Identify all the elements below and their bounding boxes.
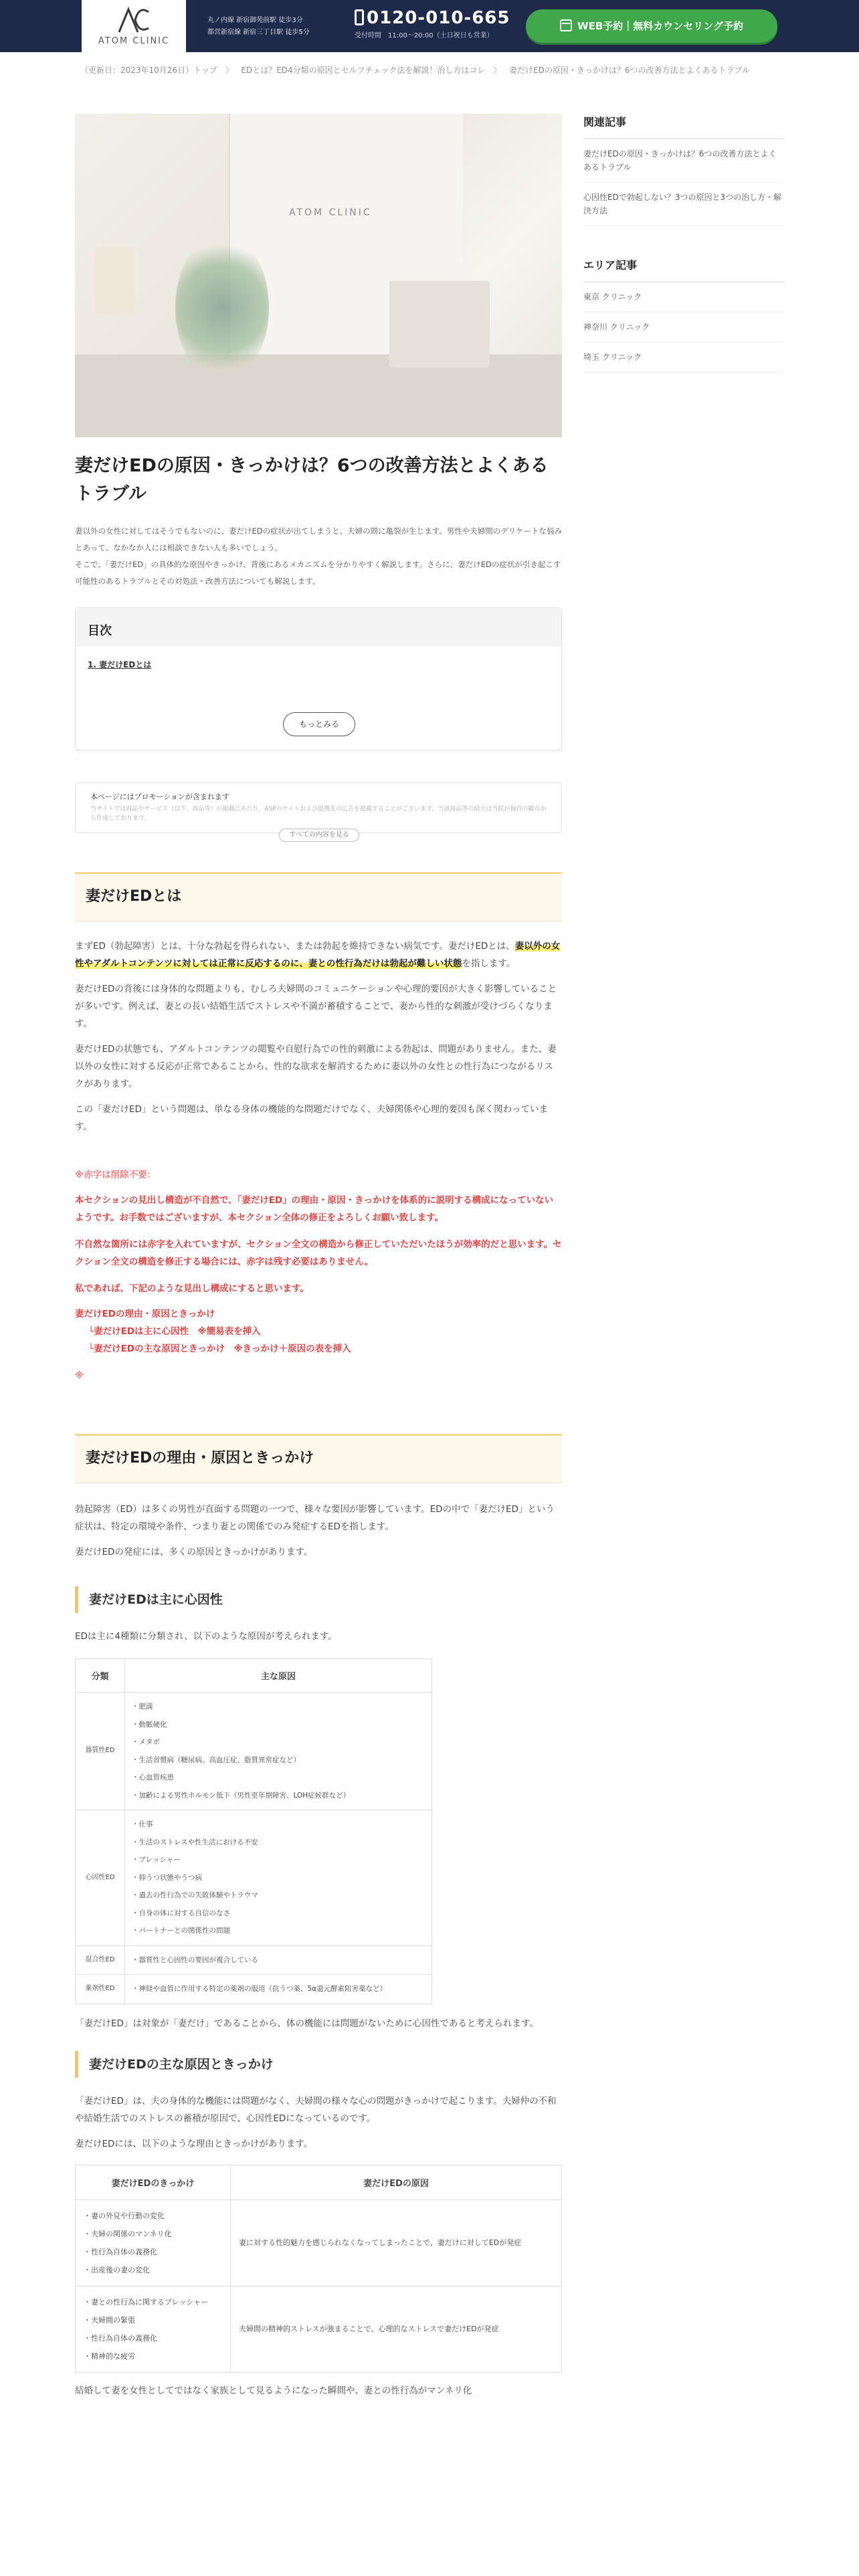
cause-item: ・プレッシャー [132, 1856, 181, 1864]
web-reservation-label: WEB予約｜無料カウンセリング予約 [577, 20, 743, 32]
trigger-item: ・妻との性行為に関するプレッシャー [84, 2297, 209, 2306]
cause-item: ・パートナーとの関係性の問題 [132, 1927, 230, 1935]
cause-cell: 夫婦間の精神的ストレスが強まることで、心理的なストレスで妻だけEDが発症 [231, 2286, 562, 2372]
cause-list-cell [125, 1810, 432, 1946]
cause-list-cell [125, 1975, 432, 2004]
cause-item: ・器質性と心因性の要因が複合している [132, 1955, 258, 1964]
tel-hours: 受付時間 11:00〜20:00（土日祝日も営業） [355, 32, 494, 39]
sidebar-area-heading: エリア記事 [583, 257, 784, 282]
breadcrumb-sep-icon: 〉 [225, 66, 233, 75]
cause-item: ・生活のストレスや性生活における不安 [132, 1838, 258, 1846]
intro-paragraph: そこで、「妻だけED」の具体的な原因やきっかけ、背後にあるメカニズムを分かりやすく解説します。さらに、妻だけEDの症状が引き起こす可能性のあるトラブルとその対処法・改善方法についても解説します。 [75, 560, 561, 586]
toc-more-button[interactable]: もっとみる [283, 712, 355, 736]
text: まずED（勃起障害）とは、十分な勃起を得られない、または勃起を維持できない病気です。妻だけEDとは、 [75, 941, 515, 952]
hero-logo-text: ATOM CLINIC [289, 207, 372, 218]
section-heading-what-is: 妻だけEDとは [75, 872, 562, 922]
triggers-causes-table-body [76, 2199, 562, 2372]
cause-item: ・抑うつ状態やうつ病 [132, 1873, 202, 1882]
trigger-item: ・妻の外見や行動の変化 [84, 2211, 165, 2220]
table-row [76, 1975, 432, 2004]
ed-types-table [75, 1658, 432, 2004]
cause-item: ・過去の性行為での失敗体験やトラウマ [132, 1891, 258, 1899]
tel-block[interactable] [355, 8, 510, 39]
sidebar-related-heading: 関連記事 [583, 114, 784, 139]
text: を指します。 [462, 958, 516, 969]
cause-item: ・動脈硬化 [132, 1720, 167, 1729]
breadcrumb-sep-icon: 〉 [493, 66, 502, 75]
table-row [76, 1693, 432, 1810]
paragraph [75, 938, 562, 972]
section-heading-wrap [75, 1434, 562, 1483]
highlight-text: 妻以外の女性やアダルトコンテンツに対しては正常に反応するのに、妻との性行為だけは勃起が難しい状態 [75, 941, 561, 969]
table-header-cell: 妻だけEDのきっかけ [76, 2165, 231, 2199]
table-header-cell: 分類 [76, 1659, 125, 1693]
intro-paragraph: 妻以外の女性に対してはそうでもないのに、妻だけEDの症状が出てしまうと、夫婦の間に亀裂が生じます。男性や夫婦間のデリケートな悩みとあって、なかなか人には相談できない人も多いでしょう。 [75, 526, 562, 552]
hero-lamp [95, 247, 135, 314]
sidebar-related-link[interactable]: 心因性EDで勃起しない？3つの原因と3つの治し方・解決方法 [583, 183, 784, 226]
table-row [76, 1810, 432, 1946]
ed-type-cell: 心因性ED [76, 1810, 125, 1946]
sidebar-area-link-saitama[interactable]: 埼玉 クリニック [583, 342, 784, 372]
editor-note-label: ※赤字は削除不要： [75, 1170, 157, 1180]
trigger-item: ・夫婦間の緊張 [84, 2315, 135, 2325]
intro [75, 523, 562, 590]
trigger-list-cell [76, 2286, 231, 2372]
table-header-row [76, 1659, 432, 1693]
page-title: 妻だけEDの原因・きっかけは？6つの改善方法とよくあるトラブル [75, 455, 549, 504]
section-heading-wrap [75, 872, 562, 922]
cause-item: ・神経や血管に作用する特定の薬剤の服用（抗うつ薬、5α還元酵素阻害薬など） [132, 1985, 387, 1993]
trigger-item: ・精神的な疲労 [84, 2351, 135, 2361]
hero-reception-counter [389, 281, 490, 368]
sidebar-area-link-tokyo[interactable]: 東京 クリニック [583, 282, 784, 312]
cause-item: ・肥満 [132, 1703, 153, 1711]
site-header [0, 0, 859, 52]
editor-note-line: 不自然な箇所には赤字を入れていますが、セクション全文の構造から修正していただいたほうが効率的だと思います。セクション全文の構造を修正する場合には、赤字は残す必要はありません。 [75, 1239, 562, 1267]
logo-mark-icon [116, 7, 151, 33]
editor-outline-item: └妻だけEDは主に心因性 ※簡易表を挿入 [88, 1326, 261, 1337]
paragraph: 「妻だけED」は対象が「妻だけ」であることから、体の機能には問題がないために心因性であると考えられます。 [75, 2018, 539, 2029]
paragraph: 結婚して妻を女性としてではなく家族として見るようになった瞬間や、妻との性行為がマンネリ化 [75, 2385, 472, 2396]
section-heading-causes: 妻だけEDの理由・原因ときっかけ [75, 1434, 562, 1483]
paragraph: 妻だけEDの状態でも、アダルトコンテンツの閲覧や自慰行為での性的刺激による勃起は、問題がありません。また、妻以外の女性に対する反応が正常であることから、性的な欲求を解消するために妻以外の女性との性行為につながるリスクがあります。 [75, 1044, 557, 1089]
toc-title: 目次 [76, 608, 561, 647]
paragraph: この「妻だけED」という問題は、単なる身体の機能的な問題だけでなく、夫婦関係や心理的要因も深く関わっています。 [75, 1104, 549, 1132]
access-info [207, 15, 310, 39]
trigger-item: ・出産後の妻の変化 [84, 2265, 150, 2274]
trigger-list-cell [76, 2199, 231, 2286]
paragraph: 勃起障害（ED）は多くの男性が直面する問題の一つで、様々な要因が影響しています。EDの中で「妻だけED」という症状は、特定の環境や条件、つまり妻との関係でのみ発症するEDを指します。 [75, 1504, 555, 1532]
ed-types-table-body [76, 1693, 432, 2004]
cause-list-cell [125, 1945, 432, 1975]
editor-note-mark: ※ [75, 1370, 84, 1381]
trigger-item: ・夫婦の関係のマンネリ化 [84, 2229, 172, 2238]
logo[interactable] [82, 0, 186, 52]
editor-note [75, 1168, 562, 1383]
article [75, 114, 562, 2399]
promo-expand-button[interactable]: すべての内容を見る [279, 829, 359, 842]
editor-outline-item: └妻だけEDの主な原因ときっかけ ※きっかけ＋原因の表を挿入 [88, 1344, 351, 1354]
subheading-psychogenic: 妻だけEDは主に心因性 [75, 1586, 562, 1613]
ed-type-cell: 器質性ED [76, 1693, 125, 1810]
cause-cell: 妻に対する性的魅力を感じられなくなってしまったことで、妻だけに対してEDが発症 [231, 2199, 562, 2286]
table-of-contents [75, 607, 562, 750]
table-header-cell: 主な原因 [125, 1659, 432, 1693]
tel-number[interactable]: 0120-010-665 [367, 8, 510, 28]
web-reservation-button[interactable] [526, 9, 777, 43]
table-row [76, 2199, 562, 2286]
triggers-causes-table [75, 2165, 562, 2373]
breadcrumb-item-top[interactable]: （更新日：2023年10月26日）トップ [80, 66, 217, 75]
paragraph: 妻だけEDには、以下のような理由ときっかけがあります。 [75, 2138, 313, 2149]
breadcrumb [80, 64, 755, 76]
editor-outline-item: 妻だけEDの理由・原因ときっかけ [75, 1309, 215, 1319]
cause-item: ・仕事 [132, 1820, 153, 1828]
sidebar [583, 114, 784, 372]
cause-list-cell [125, 1693, 432, 1810]
phone-icon [355, 9, 364, 25]
table-header-cell: 妻だけEDの原因 [231, 2165, 562, 2199]
tel-number-row[interactable] [355, 8, 510, 28]
table-row [76, 1945, 432, 1975]
breadcrumb-item-current: 妻だけEDの原因・きっかけは？6つの改善方法とよくあるトラブル [509, 66, 750, 75]
promo-title: 本ページにはプロモーションが含まれます [90, 792, 229, 801]
cause-item: ・加齢による男性ホルモン低下（男性更年期障害、LOH症候群など） [132, 1791, 351, 1800]
cause-item: ・メタボ [132, 1738, 160, 1746]
paragraph: 妻だけEDの発症には、多くの原因ときっかけがあります。 [75, 1547, 313, 1558]
editor-note-line: 私であれば、下記のような見出し構成にすると思います。 [75, 1283, 309, 1294]
table-row [76, 2286, 562, 2372]
breadcrumb-item-ed[interactable]: EDとは？ED4分類の原因とセルフチェック法を解説！治し方はコレ [241, 66, 486, 75]
logo-text: ATOM CLINIC [98, 36, 170, 46]
sidebar-area-link-kanagawa[interactable]: 神奈川 クリニック [583, 312, 784, 342]
trigger-item: ・性行為自体の義務化 [84, 2333, 157, 2343]
editor-note-line: 本セクションの見出し構造が不自然で、「妻だけED」の理由・原因・きっかけを体系的に説明する構成になっていないようです。お手数ではございますが、本セクション全体の修正をよろしくお願い致します。 [75, 1195, 554, 1223]
hero-image [75, 114, 562, 437]
paragraph: EDは主に4種類に分類され、以下のような原因が考えられます。 [75, 1631, 337, 1642]
ed-type-cell: 混合性ED [76, 1945, 125, 1975]
promotion-notice [75, 782, 562, 839]
hero-plant [175, 234, 269, 381]
cause-item: ・生活習慣病（糖尿病、高血圧症、脂質異常症など） [132, 1755, 300, 1764]
paragraph: 妻だけEDの背後には身体的な問題よりも、むしろ夫婦間のコミュニケーションや心理的要因が大きく影響していることが多いです。例えば、妻との長い結婚生活でストレスや不満が蓄積することで、妻から性的な刺激が受けづらくなります。 [75, 984, 557, 1029]
access-line-2: 都営新宿線 新宿三丁目駅 徒歩5分 [207, 29, 310, 36]
table-header-row [76, 2165, 562, 2199]
access-line-1: 丸ノ内線 新宿御苑前駅 徒歩3分 [207, 17, 303, 24]
cause-item: ・心血管疾患 [132, 1774, 174, 1782]
trigger-item: ・性行為自体の義務化 [84, 2247, 157, 2256]
subheading-main-causes: 妻だけEDの主な原因ときっかけ [75, 2051, 562, 2078]
promo-text: 当サイトでは商品やサービス（以下、商品等）の掲載にあたり、ASPのサイトおよび提携先の広告を掲載することがございます。当該商品等の紹介は当院が独自の観点から作成しております。 [90, 806, 547, 822]
toc-item[interactable]: 1. 妻だけEDとは [88, 660, 152, 669]
paragraph: 「妻だけED」は、夫の身体的な機能には問題がなく、夫婦間の様々な心の問題がきっかけで起こります。夫婦仲の不和や結婚生活でのストレスの蓄積が原因で、心因性EDになっているのです。 [75, 2095, 557, 2124]
sidebar-related-link[interactable]: 妻だけEDの原因・きっかけは？6つの改善方法とよくあるトラブル [583, 139, 784, 183]
calendar-icon [560, 19, 572, 31]
cause-item: ・自身の体に対する自信のなさ [132, 1909, 230, 1917]
ed-type-cell: 薬剤性ED [76, 1975, 125, 2004]
